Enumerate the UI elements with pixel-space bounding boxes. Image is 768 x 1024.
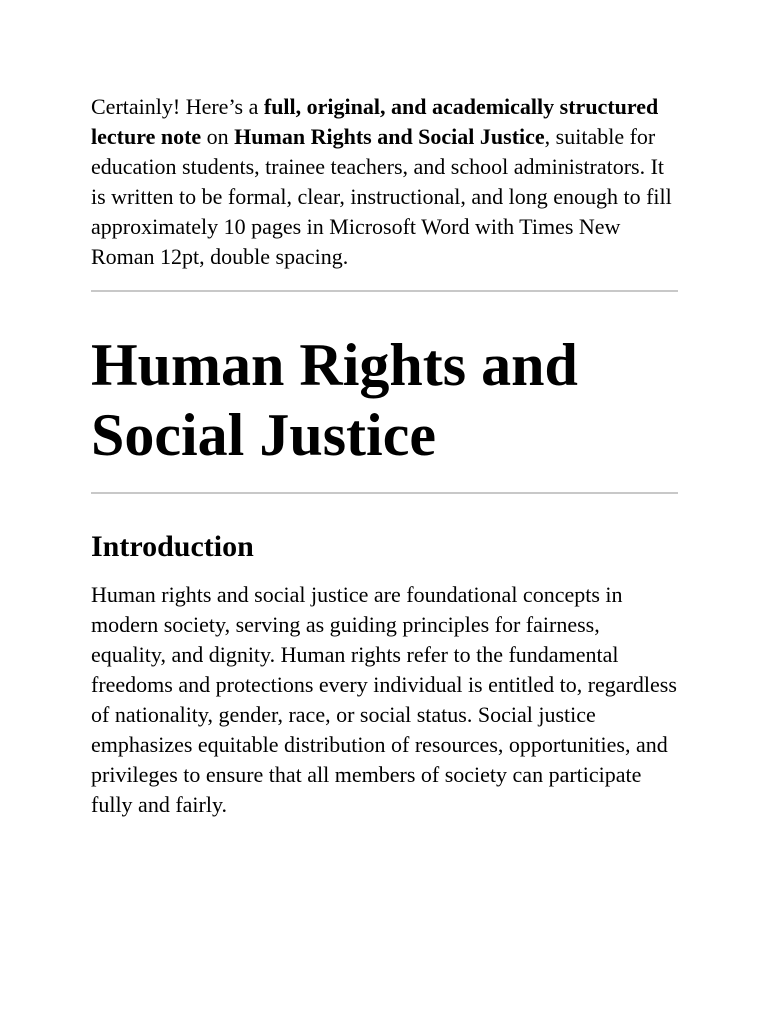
horizontal-rule-bottom <box>91 492 678 494</box>
intro-text-3: , suitable for education students, trainee teachers, and school administrators. It is written to be formal, clear, instructional, and long enough to fill approximately 10 pages in Microsoft Word with Times New Roman 12pt, double spacing. <box>91 124 672 269</box>
section-heading-introduction: Introduction <box>91 530 254 563</box>
introduction-paragraph: Human rights and social justice are foundational concepts in modern society, serving as guiding principles for fairness, equality, and dignity. Human rights refer to the fundamental freedoms and protections every individual is entitled to, regardless of nationality, gender, race, or social status. Social justice emphasizes equitable distribution of resources, opportunities, and privileges to ensure that all members of society can participate fully and fairly. <box>91 582 677 817</box>
intro-paragraph <box>91 92 678 272</box>
intro-text-1: Certainly! Here’s a <box>91 94 264 119</box>
document-title: Human Rights and Social Justice <box>91 332 578 468</box>
document-page <box>91 92 678 820</box>
horizontal-rule-top <box>91 290 678 292</box>
intro-bold-1: full, original, and academically structured lecture note <box>91 94 659 149</box>
intro-text-2: on <box>201 124 235 149</box>
intro-bold-2: Human Rights and Social Justice <box>234 124 545 149</box>
